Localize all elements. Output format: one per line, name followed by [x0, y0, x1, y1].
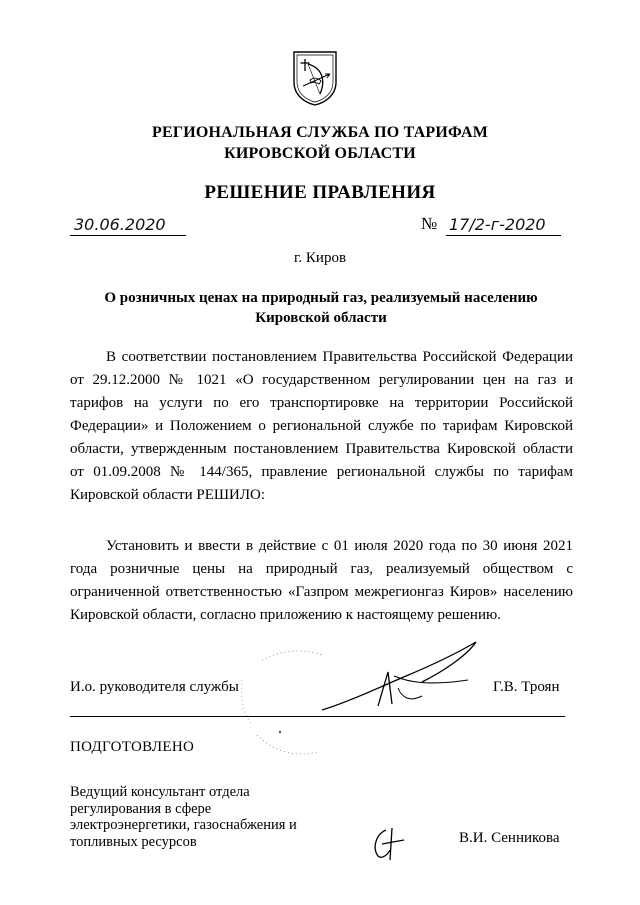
- document-date: 30.06.2020: [70, 215, 186, 236]
- document-number: 17/2-г-2020: [446, 215, 561, 236]
- subject-line1: О розничных ценах на природный газ, реализуемый населению: [104, 290, 538, 306]
- signature-image: [318, 636, 488, 718]
- body-paragraph-1: В соответствии постановлением Правительства Российской Федерации от 29.12.2000 № 1021 «О государственном регулировании цен на газ и тарифов на услуги по его транспортировке на территории Российской Федерации» и Положением о региональной службе по тарифам Кировской области, утвержденным постановлением Правительства Кировской области от 01.09.2008 № 144/365, правление региональной службы по тарифам Кировской области РЕШИЛО:: [70, 349, 573, 503]
- prepared-position: [70, 784, 330, 850]
- prepared-position-line: Ведущий консультант отдела: [70, 784, 250, 800]
- organization-name-line2: КИРОВСКОЙ ОБЛАСТИ: [224, 145, 416, 162]
- document-city: г. Киров: [293, 250, 347, 266]
- signature-divider: [70, 716, 565, 717]
- document-title: РЕШЕНИЕ ПРАВЛЕНИЯ: [204, 182, 436, 203]
- prepared-position-line: электроэнергетики, газоснабжения и: [70, 817, 297, 833]
- document-number-label: №: [421, 214, 438, 233]
- prepared-position-line: регулирования в сфере: [70, 800, 212, 817]
- preparer-signature-image: [368, 824, 408, 864]
- prepared-position-line: топливных ресурсов: [70, 833, 197, 850]
- organization-name-line1: РЕГИОНАЛЬНАЯ СЛУЖБА ПО ТАРИФАМ: [151, 124, 489, 141]
- prepared-heading: ПОДГОТОВЛЕНО: [70, 739, 195, 755]
- body-paragraph-2: Установить и ввести в действие с 01 июля 2020 года по 30 июня 2021 года розничные цены на природный газ, реализуемый обществом с ограниченной ответственностью «Газпром межрегионгаз Киров» населению Кировской области, согласно приложению к настоящему решению.: [70, 538, 573, 623]
- signatory-name: Г.В. Троян: [493, 679, 560, 695]
- signatory-role: И.о. руководителя службы: [70, 679, 239, 695]
- coat-of-arms-icon: [292, 50, 338, 106]
- preparer-name: В.И. Сенникова: [459, 830, 560, 846]
- subject-line2: Кировской области: [255, 310, 387, 326]
